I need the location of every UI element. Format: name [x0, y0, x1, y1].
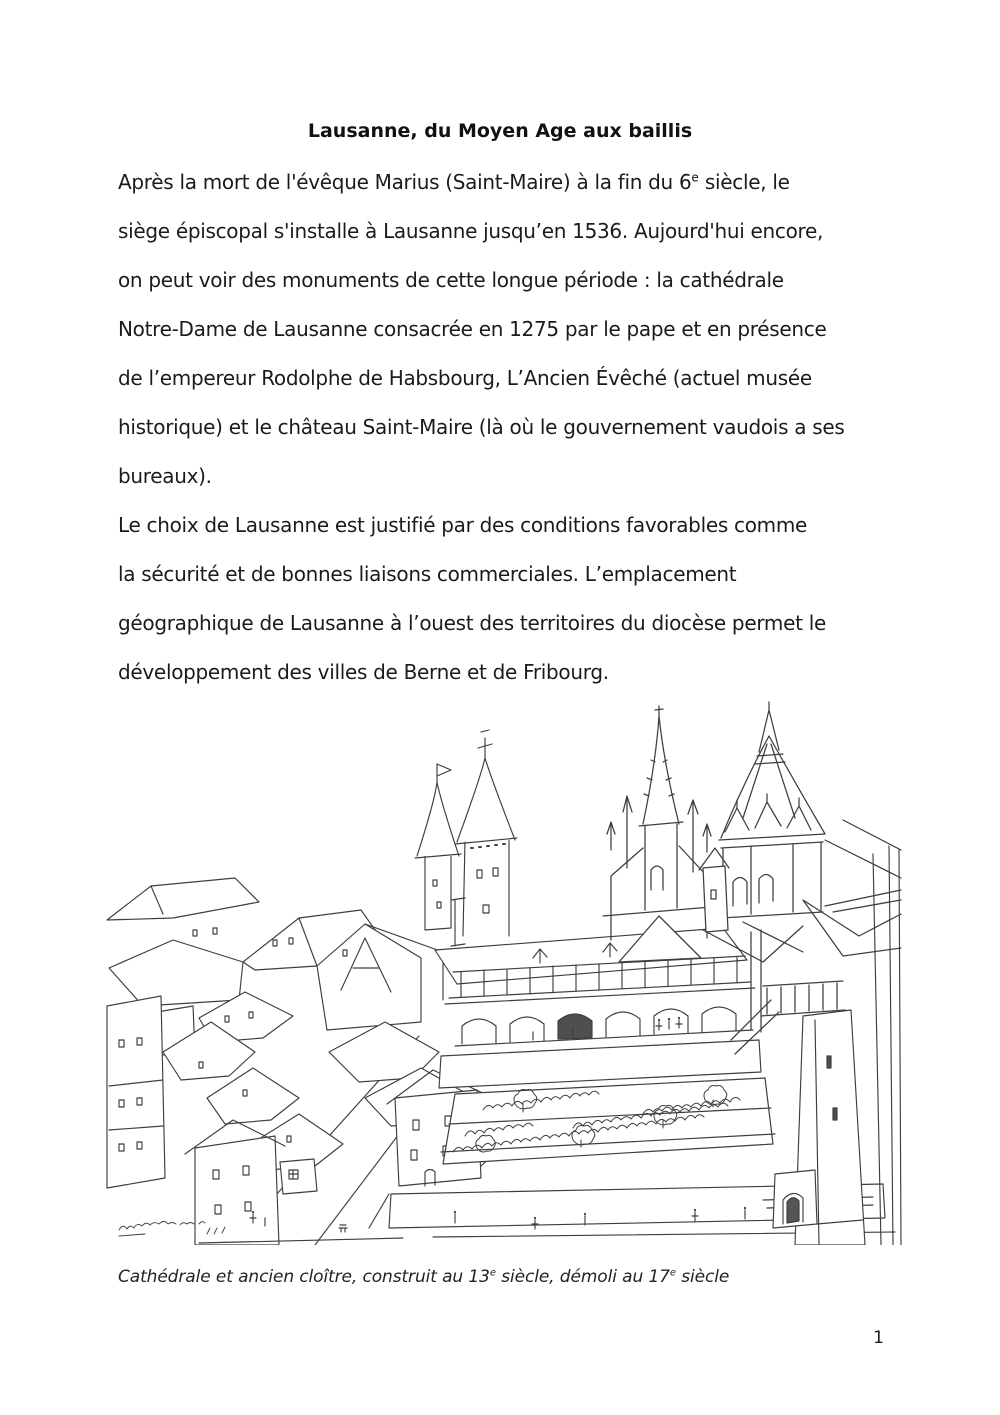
- body-text: [118, 158, 928, 697]
- text-line: de l’empereur Rodolphe de Habsbourg, L’Ancien Évêché (actuel musée: [118, 366, 812, 390]
- lausanne-drawing-svg: [103, 700, 903, 1245]
- text-line: bureaux).: [118, 464, 212, 488]
- cloister-garden: [441, 1078, 775, 1164]
- document-title: Lausanne, du Moyen Age aux baillis: [307, 120, 693, 142]
- text-segment: Après la mort de l'évêque Marius (Saint-Maire) à la fin du 6: [118, 170, 692, 194]
- text-line: Le choix de Lausanne est justifié par des conditions favorables comme: [118, 513, 808, 537]
- text-line: développement des villes de Berne et de Fribourg.: [118, 660, 609, 684]
- caption-segment: Cathédrale et ancien cloître, construit au 13: [118, 1267, 490, 1287]
- superscript-e: e: [489, 1267, 496, 1279]
- page-number: 1: [873, 1328, 884, 1348]
- text-line: siège épiscopal s'installe à Lausanne jusqu’en 1536. Aujourd'hui encore,: [118, 219, 824, 243]
- conical-towers: [415, 730, 517, 946]
- text-segment: siècle, le: [698, 170, 790, 194]
- text-line: [118, 158, 928, 207]
- figure-city-drawing: [103, 700, 903, 1245]
- figure-caption: [118, 1266, 838, 1288]
- superscript-e: e: [691, 170, 699, 185]
- town-rooftops-left: [107, 818, 507, 1245]
- caption-segment: siècle: [675, 1267, 730, 1287]
- text-line: géographique de Lausanne à l’ouest des territoires du diocèse permet le: [118, 611, 826, 635]
- text-line: Notre-Dame de Lausanne consacrée en 1275 par le pape et en présence: [118, 317, 827, 341]
- text-line: on peut voir des monuments de cette longue période : la cathédrale: [118, 268, 784, 292]
- cloister-arcade: [435, 928, 761, 1088]
- text-line: historique) et le château Saint-Maire (là où le gouvernement vaudois a ses: [118, 415, 845, 439]
- text-line: la sécurité et de bonnes liaisons commerciales. L’emplacement: [118, 562, 737, 586]
- superscript-e: e: [669, 1267, 676, 1279]
- cathedral: [603, 702, 901, 1054]
- caption-segment: siècle, démoli au 17: [495, 1267, 670, 1287]
